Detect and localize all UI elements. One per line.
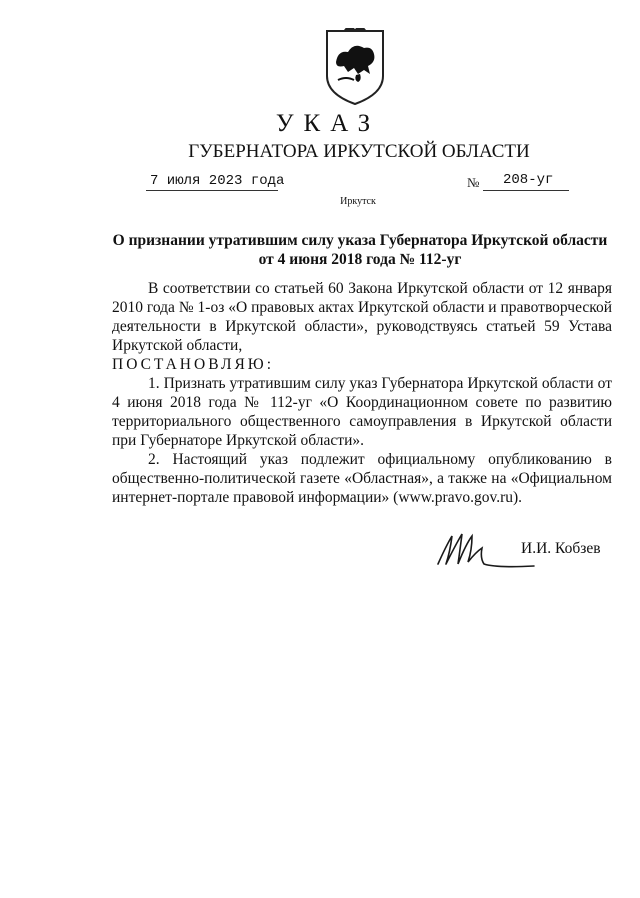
signer-name: И.И. Кобзев <box>521 540 601 557</box>
document-date: 7 июля 2023 года <box>150 173 285 189</box>
number-sign: № <box>467 175 480 190</box>
clause-1: 1. Признать утратившим силу указ Губернатора Иркутской области от 4 июня 2018 года № 112-уг «О Координационном совете по развитию территориального общественного самоуправления в Иркутской области при Губернаторе Иркутской области». <box>112 375 612 449</box>
document-city: Иркутск <box>340 196 376 207</box>
document-subtitle: ГУБЕРНАТОРА ИРКУТСКОЙ ОБЛАСТИ <box>188 141 530 162</box>
clause-2: 2. Настоящий указ подлежит официальному опубликованию в общественно-политической газете «Областная», а также на «Официальном интернет-портале правовой информации» (www.pravo.gov.ru). <box>112 451 612 506</box>
number-underline <box>483 190 569 191</box>
document-heading <box>110 231 610 269</box>
document-body <box>112 279 612 507</box>
decree-word: ПОСТАНОВЛЯЮ: <box>112 356 275 373</box>
document-title: УКАЗ <box>275 110 381 137</box>
irkutsk-coat-of-arms-icon <box>324 28 386 106</box>
document-number: 208-уг <box>503 172 554 188</box>
heading-line-1: О признании утратившим силу указа Губернатора Иркутской области <box>112 232 608 249</box>
heading-line-2: от 4 июня 2018 года № 112-уг <box>258 251 462 268</box>
preamble-paragraph: В соответствии со статьей 60 Закона Иркутской области от 12 января 2010 года № 1-оз «О правовых актах Иркутской области и правотворческой деятельности в Иркутской области», руководствуясь статьей 59 Устава Иркутской области, <box>112 280 612 354</box>
date-underline <box>146 190 278 191</box>
